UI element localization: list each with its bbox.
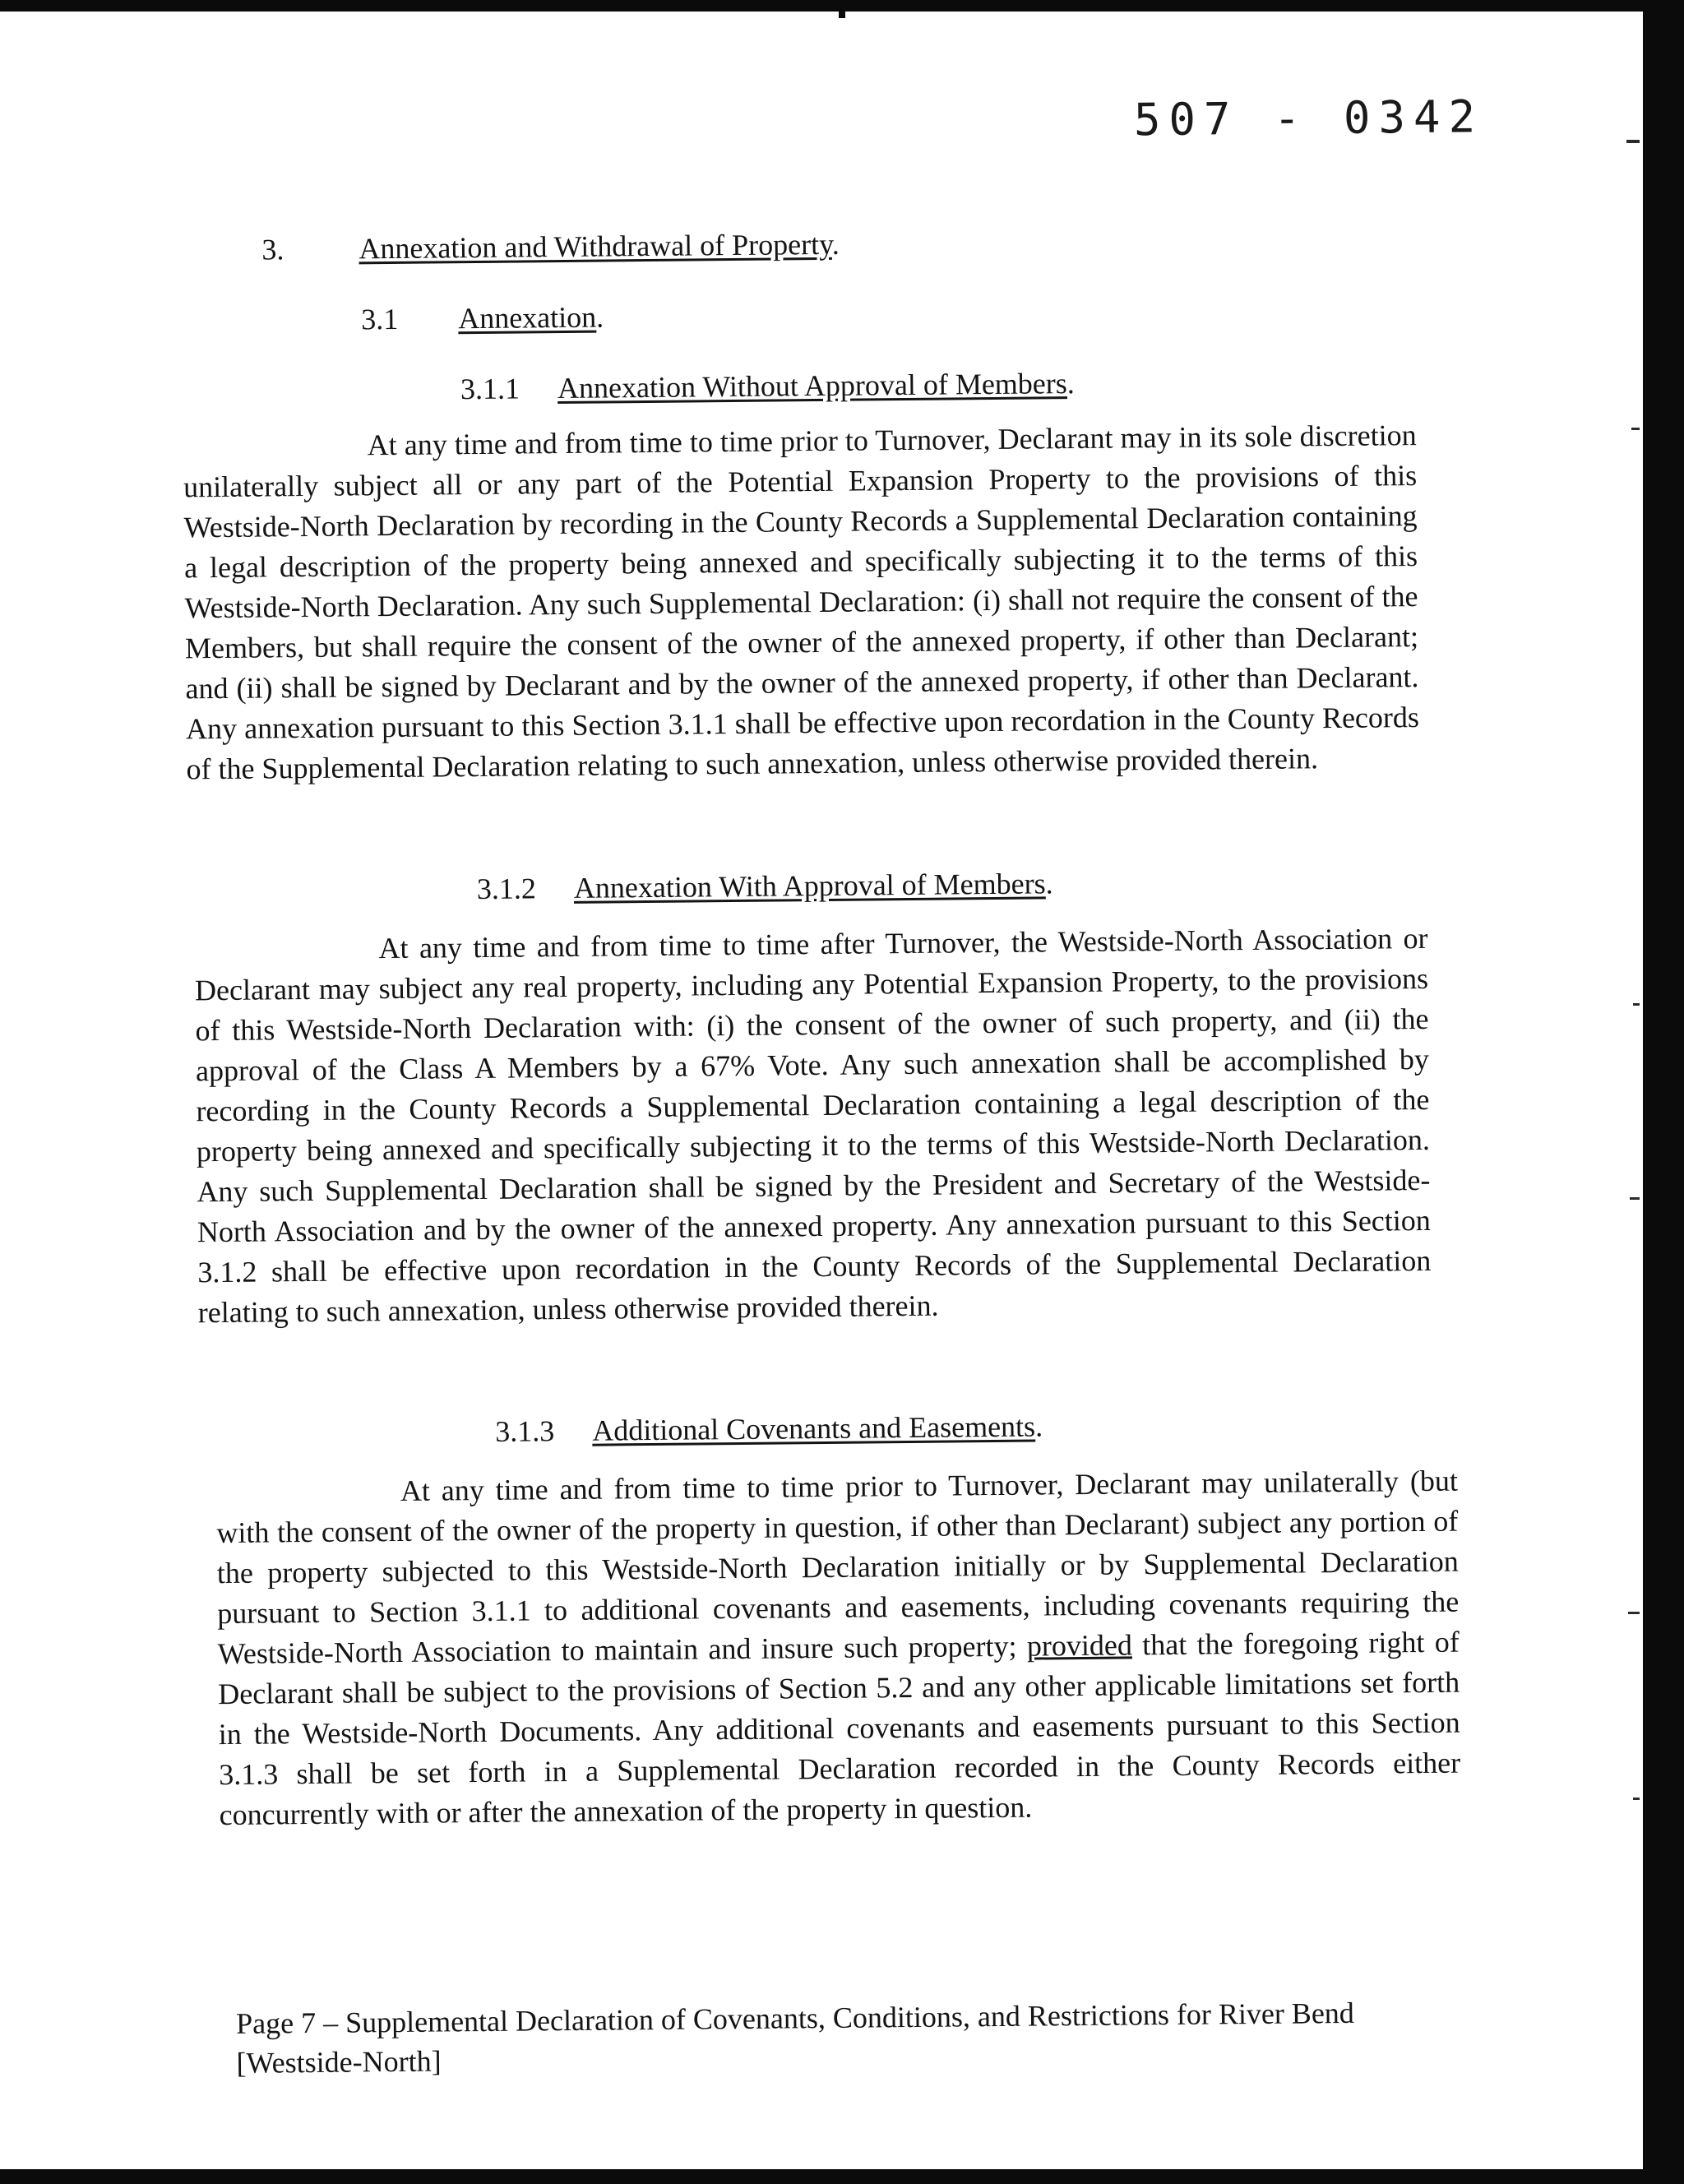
section-3-1-title: Annexation [458,300,597,335]
section-3-1-3-punct: . [1034,1409,1043,1443]
section-3-1-3-body [216,1461,1461,1835]
section-3-title: Annexation and Withdrawal of Property [359,227,832,266]
section-3-punct: . [831,227,840,261]
document-number: 507 - 0342 [1133,90,1484,146]
page-footer: Page 7 – Supplemental Declaration of Covenants, Conditions, and Restrictions for River Bend [Westside-North] [235,1996,1355,2080]
section-3-1-2-body: At any time and from time to time after Turnover, the Westside-North Association or Declarant may subject any real property, including any Potential Expansion Property, to the provisions of this Westside-North Declaration with: (i) the consent of the owner of such property, and (ii) the approval of the Class A Members by a 67% Vote. Any such annexation shall be accomplished by recording in the County Records a Supplemental Declaration containing a legal description of the property being annexed and specifically subjecting it to the terms of this Westside-North Declaration. Any such Supplemental Declaration shall be signed by the President and Secretary of the Westside-North Association and by the owner of the annexed property. Any annexation pursuant to this Section 3.1.2 shall be effective upon recordation in the County Records of the Supplemental Declaration relating to such annexation, unless otherwise provided therein. [194,921,1432,1330]
section-3-1-2-title: Annexation With Approval of Members [573,867,1046,905]
section-3-1-heading [361,300,604,337]
provided-emphasis: provided [1026,1628,1133,1663]
section-3-1-2-number: 3.1.2 [476,872,537,906]
section-3-1-2-punct: . [1045,867,1053,900]
section-3-1-1-punct: . [1066,367,1075,400]
section-3-number: 3. [261,233,285,266]
section-3-heading [261,227,840,267]
section-3-1-3-body-after: that the foregoing right of Declarant shall be subject to the provisions of Section 5.2 and any other applicable limitations set forth in the Westside-North Documents. Any additional covenants and easements pursuant to this Section 3.1.3 shall be set forth in a Supplemental Declaration recorded in the County Records either concurrently with or after the annexation of the property in question. [218,1625,1461,1832]
section-3-1-1-heading [460,366,1075,406]
section-3-1-3-body-before: At any time and from time to time prior to Turnover, Declarant may unilaterally (but with the consent of the owner of the property in question, if other than Declarant) subject any portion of the property subjected to this Westside-North Declaration initially or by Supplemental Declaration pursuant to Section 3.1.1 to additional covenants and easements, including covenants requiring the Westside-North Association to maintain and insure such property; [216,1464,1460,1671]
section-3-1-3-title: Additional Covenants and Easements [592,1409,1036,1447]
section-3-1-3-heading [495,1409,1043,1448]
section-3-1-number: 3.1 [361,302,399,336]
section-3-1-1-title: Annexation Without Approval of Members [557,367,1067,405]
section-3-1-3-number: 3.1.3 [495,1414,555,1448]
section-3-1-1-body: At any time and from time to time prior to Turnover, Declarant may in its sole discretion unilaterally subject all or any part of the Potential Expansion Property to the provisions of this Westside-North Declaration by recording in the County Records a Supplemental Declaration containing a legal description of the property being annexed and specifically subjecting it to the terms of this Westside-North Declaration. Any such Supplemental Declaration: (i) shall not require the consent of the Members, but shall require the consent of the owner of the annexed property, if other than Declarant; and (ii) shall be signed by Declarant and by the owner of the annexed property, if other than Declarant. Any annexation pursuant to this Section 3.1.1 shall be effective upon recordation in the County Records of the Supplemental Declaration relating to such annexation, unless otherwise provided therein. [183,419,1420,786]
section-3-1-2-heading [477,866,1053,906]
section-3-1-1-number: 3.1.1 [460,372,520,406]
section-3-1-punct: . [595,300,604,334]
